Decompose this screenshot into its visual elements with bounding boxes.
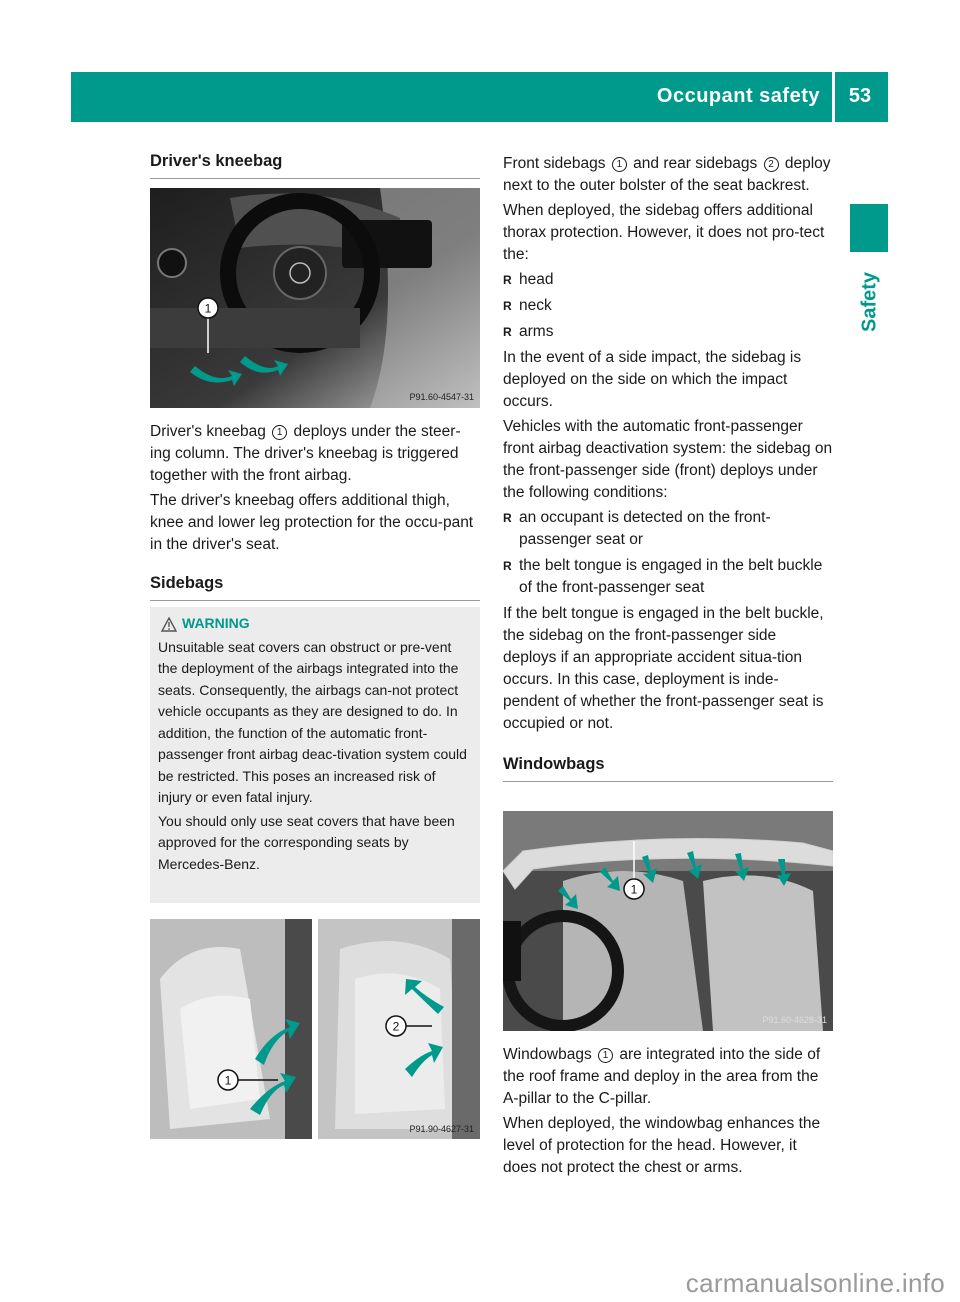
windowbags-paragraph-1: Windowbags 1 are integrated into the side of the roof frame and deploy in the area from the A-pillar to the C-pillar.	[503, 1046, 821, 1107]
warning-triangle-icon	[161, 617, 177, 632]
chapter-label: Safety	[858, 271, 881, 333]
list-item: R neck	[503, 295, 833, 317]
warning-title: WARNING	[182, 615, 250, 631]
list-item: R arms	[503, 321, 833, 343]
left-column	[150, 150, 480, 179]
kneebag-paragraph-2: The driver's kneebag offers additional thigh, knee and lower leg protection for the occu-pant in the driver's seat.	[150, 492, 474, 553]
kneebag-heading: Driver's kneebag	[150, 150, 480, 179]
footer-watermark: carmanualsonline.info	[685, 1268, 945, 1298]
svg-text:1: 1	[224, 1073, 232, 1088]
kneebag-paragraph-1: Driver's kneebag 1 deploys under the steer-ing column. The driver's kneebag is triggered together with the front airbag.	[150, 423, 461, 484]
warning-paragraph-2: You should only use seat covers that have been approved for the corresponding seats by Mercedes-Benz.	[158, 812, 455, 872]
svg-text:1: 1	[204, 301, 212, 316]
right-column	[503, 153, 833, 782]
svg-text:1: 1	[630, 882, 638, 897]
protect-list	[503, 269, 833, 343]
chapter-tab	[850, 204, 888, 252]
marker-2-icon: 2	[764, 157, 779, 172]
windowbags-illustration	[503, 811, 833, 1031]
svg-text:2: 2	[392, 1019, 400, 1034]
windowbags-figure	[503, 811, 833, 1031]
figure-code: P91.90-4627-31	[409, 1124, 474, 1134]
windowbags-text	[503, 1044, 833, 1182]
marker-1-icon: 1	[612, 157, 627, 172]
figure-code: P91.60-4547-31	[409, 392, 474, 402]
windowbags-heading: Windowbags	[503, 753, 833, 782]
conditions-list	[503, 507, 833, 599]
marker-1-icon: 1	[598, 1048, 613, 1063]
kneebag-text	[150, 421, 480, 601]
sidebags-heading: Sidebags	[150, 572, 480, 601]
header-divider	[832, 72, 835, 122]
warning-box	[150, 607, 480, 903]
sidebags-paragraph-2: When deployed, the sidebag offers additional thorax protection. However, it does not pro-tect the:	[503, 202, 825, 263]
figure-code: P91.60-4628-31	[762, 1015, 827, 1025]
list-item: R an occupant is detected on the front-passenger seat or	[503, 507, 833, 551]
warning-paragraph-1: Unsuitable seat covers can obstruct or pre-vent the deployment of the airbags integrated into the seats. Consequently, the airbags can-not protect vehicle occupants as they are designed to do. In addition, the function of the automatic front-passenger front airbag deac-tivation system could be restricted. This poses an increased risk of injury or even fatal injury.	[158, 638, 467, 805]
list-item: R the belt tongue is engaged in the belt buckle of the front-passenger seat	[503, 555, 833, 599]
marker-1-icon: 1	[272, 425, 287, 440]
page-number: 53	[848, 85, 872, 107]
sidebags-paragraph-4: Vehicles with the automatic front-passenger front airbag deactivation system: the sidebag on the front-passenger side (front) deploys under the following conditions:	[503, 418, 833, 501]
section-title: Occupant safety	[656, 85, 820, 107]
sidebags-figure	[150, 919, 480, 1139]
sidebags-illustration	[150, 919, 480, 1139]
kneebag-figure	[150, 188, 480, 408]
list-item: R head	[503, 269, 833, 291]
sidebags-paragraph-3: In the event of a side impact, the sidebag is deployed on the side on which the impact occurs.	[503, 349, 802, 410]
kneebag-illustration	[150, 188, 480, 408]
windowbags-paragraph-2: When deployed, the windowbag enhances the level of protection for the head. However, it does not protect the chest or arms.	[503, 1115, 821, 1176]
sidebags-paragraph-1: Front sidebags 1 and rear sidebags 2 deploy next to the outer bolster of the seat backrest.	[503, 155, 831, 194]
sidebags-paragraph-5: If the belt tongue is engaged in the belt buckle, the sidebag on the front-passenger side deploys if an appropriate accident situa-tion occurs. In this case, deployment is inde-pendent of whether the front-passenger seat is occupied or not.	[503, 605, 824, 732]
